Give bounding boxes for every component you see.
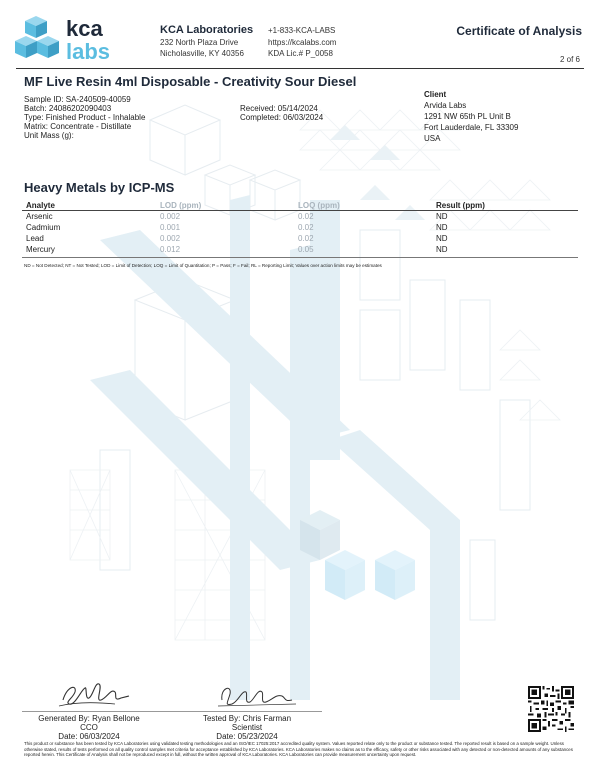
loq-cell: 0.02 bbox=[298, 212, 314, 221]
generated-by-title: CCO bbox=[80, 723, 98, 732]
loq-cell: 0.05 bbox=[298, 245, 314, 254]
client-country: USA bbox=[424, 134, 441, 143]
table-bottom-divider bbox=[22, 257, 578, 258]
table-header-divider bbox=[22, 210, 578, 211]
document-title: Certificate of Analysis bbox=[456, 24, 582, 38]
logo-word-labs: labs bbox=[66, 39, 111, 64]
unit-mass: Unit Mass (g): bbox=[24, 131, 74, 140]
tested-by-date: Date: 05/23/2024 bbox=[216, 732, 278, 741]
lab-license: KDA Lic.# P_0058 bbox=[268, 49, 333, 58]
page-number: 2 of 6 bbox=[559, 55, 580, 64]
batch-number: Batch: 24086202090403 bbox=[24, 104, 112, 113]
header-divider bbox=[16, 68, 584, 69]
table-footnote: ND = Not Detected; NT = Not Tested; LOD = Limit of Detection; LOQ = Limit of Quantitation; P = Pass; F = Fail; RL = Reporting Limit; Values over action limits may be estimates bbox=[24, 263, 382, 268]
loq-cell: 0.02 bbox=[298, 223, 314, 232]
product-type: Type: Finished Product - Inhalable bbox=[24, 113, 146, 122]
signature-ryan-bellone bbox=[55, 676, 135, 712]
disclaimer-text: This product or substance has been tested by KCA Laboratories using validated testing methodologies and an ISO/IEC 17025:2017 accredited quality system. Values reported relate only to the product or substance tested. The reported result is based on a sample weight. Unless otherwise stated, results of tests performed on all quality control samples met criteria for acceptance established by KCA Laboratories. KCA Laboratories makes no claims as to the efficacy, safety or other risks associated with any detected or non-detected amounts of any substances reported herein. This Certificate of Analysis shall not be reproduced except in full, without the written approval of KCA Laboratories. KCA Laboratories can provide measurement uncertainty upon request. bbox=[24, 741, 573, 758]
analyte-cell: Mercury bbox=[26, 245, 55, 254]
kca-labs-logo bbox=[14, 14, 154, 64]
generated-by-date: Date: 06/03/2024 bbox=[58, 732, 120, 741]
col-header-loq: LOQ (ppm) bbox=[298, 201, 340, 210]
lod-cell: 0.002 bbox=[160, 212, 181, 221]
lab-phone: +1-833-KCA-LABS bbox=[268, 26, 336, 35]
client-address2: Fort Lauderdale, FL 33309 bbox=[424, 123, 519, 132]
tested-by: Tested By: Chris Farman bbox=[202, 714, 292, 723]
signature-line bbox=[22, 711, 322, 712]
analyte-cell: Arsenic bbox=[26, 212, 53, 221]
lod-cell: 0.002 bbox=[160, 234, 181, 243]
lab-website-link[interactable]: https://kcalabs.com bbox=[268, 38, 337, 47]
qr-code-icon[interactable] bbox=[528, 686, 574, 732]
lab-name: KCA Laboratories bbox=[160, 24, 254, 36]
lod-cell: 0.012 bbox=[160, 245, 181, 254]
generated-by: Generated By: Ryan Bellone bbox=[38, 714, 140, 723]
client-name: Arvida Labs bbox=[424, 101, 467, 110]
analyte-cell: Lead bbox=[26, 234, 44, 243]
sample-id: Sample ID: SA-240509-40059 bbox=[24, 95, 131, 104]
col-header-lod: LOD (ppm) bbox=[160, 201, 202, 210]
logo-word-kca: kca bbox=[66, 16, 103, 41]
col-header-analyte: Analyte bbox=[26, 201, 55, 210]
product-title: MF Live Resin 4ml Disposable - Creativity Sour Diesel bbox=[24, 74, 357, 89]
signature-chris-farman bbox=[212, 680, 302, 712]
client-label: Client bbox=[424, 90, 447, 99]
result-cell: ND bbox=[436, 234, 448, 243]
received-date: Received: 05/14/2024 bbox=[240, 104, 318, 113]
analyte-cell: Cadmium bbox=[26, 223, 61, 232]
lab-address-line1: 232 North Plaza Drive bbox=[160, 38, 239, 47]
loq-cell: 0.02 bbox=[298, 234, 314, 243]
lod-cell: 0.001 bbox=[160, 223, 181, 232]
cubes-logo-icon bbox=[14, 14, 154, 64]
section-title-heavy-metals: Heavy Metals by ICP-MS bbox=[24, 180, 175, 195]
client-address1: 1291 NW 65th PL Unit B bbox=[424, 112, 511, 121]
product-matrix: Matrix: Concentrate - Distillate bbox=[24, 122, 132, 131]
tested-by-title: Scientist bbox=[231, 723, 263, 732]
result-cell: ND bbox=[436, 245, 448, 254]
col-header-result: Result (ppm) bbox=[436, 201, 485, 210]
result-cell: ND bbox=[436, 223, 448, 232]
result-cell: ND bbox=[436, 212, 448, 221]
completed-date: Completed: 06/03/2024 bbox=[240, 113, 324, 122]
lab-address-line2: Nicholasville, KY 40356 bbox=[160, 49, 244, 58]
